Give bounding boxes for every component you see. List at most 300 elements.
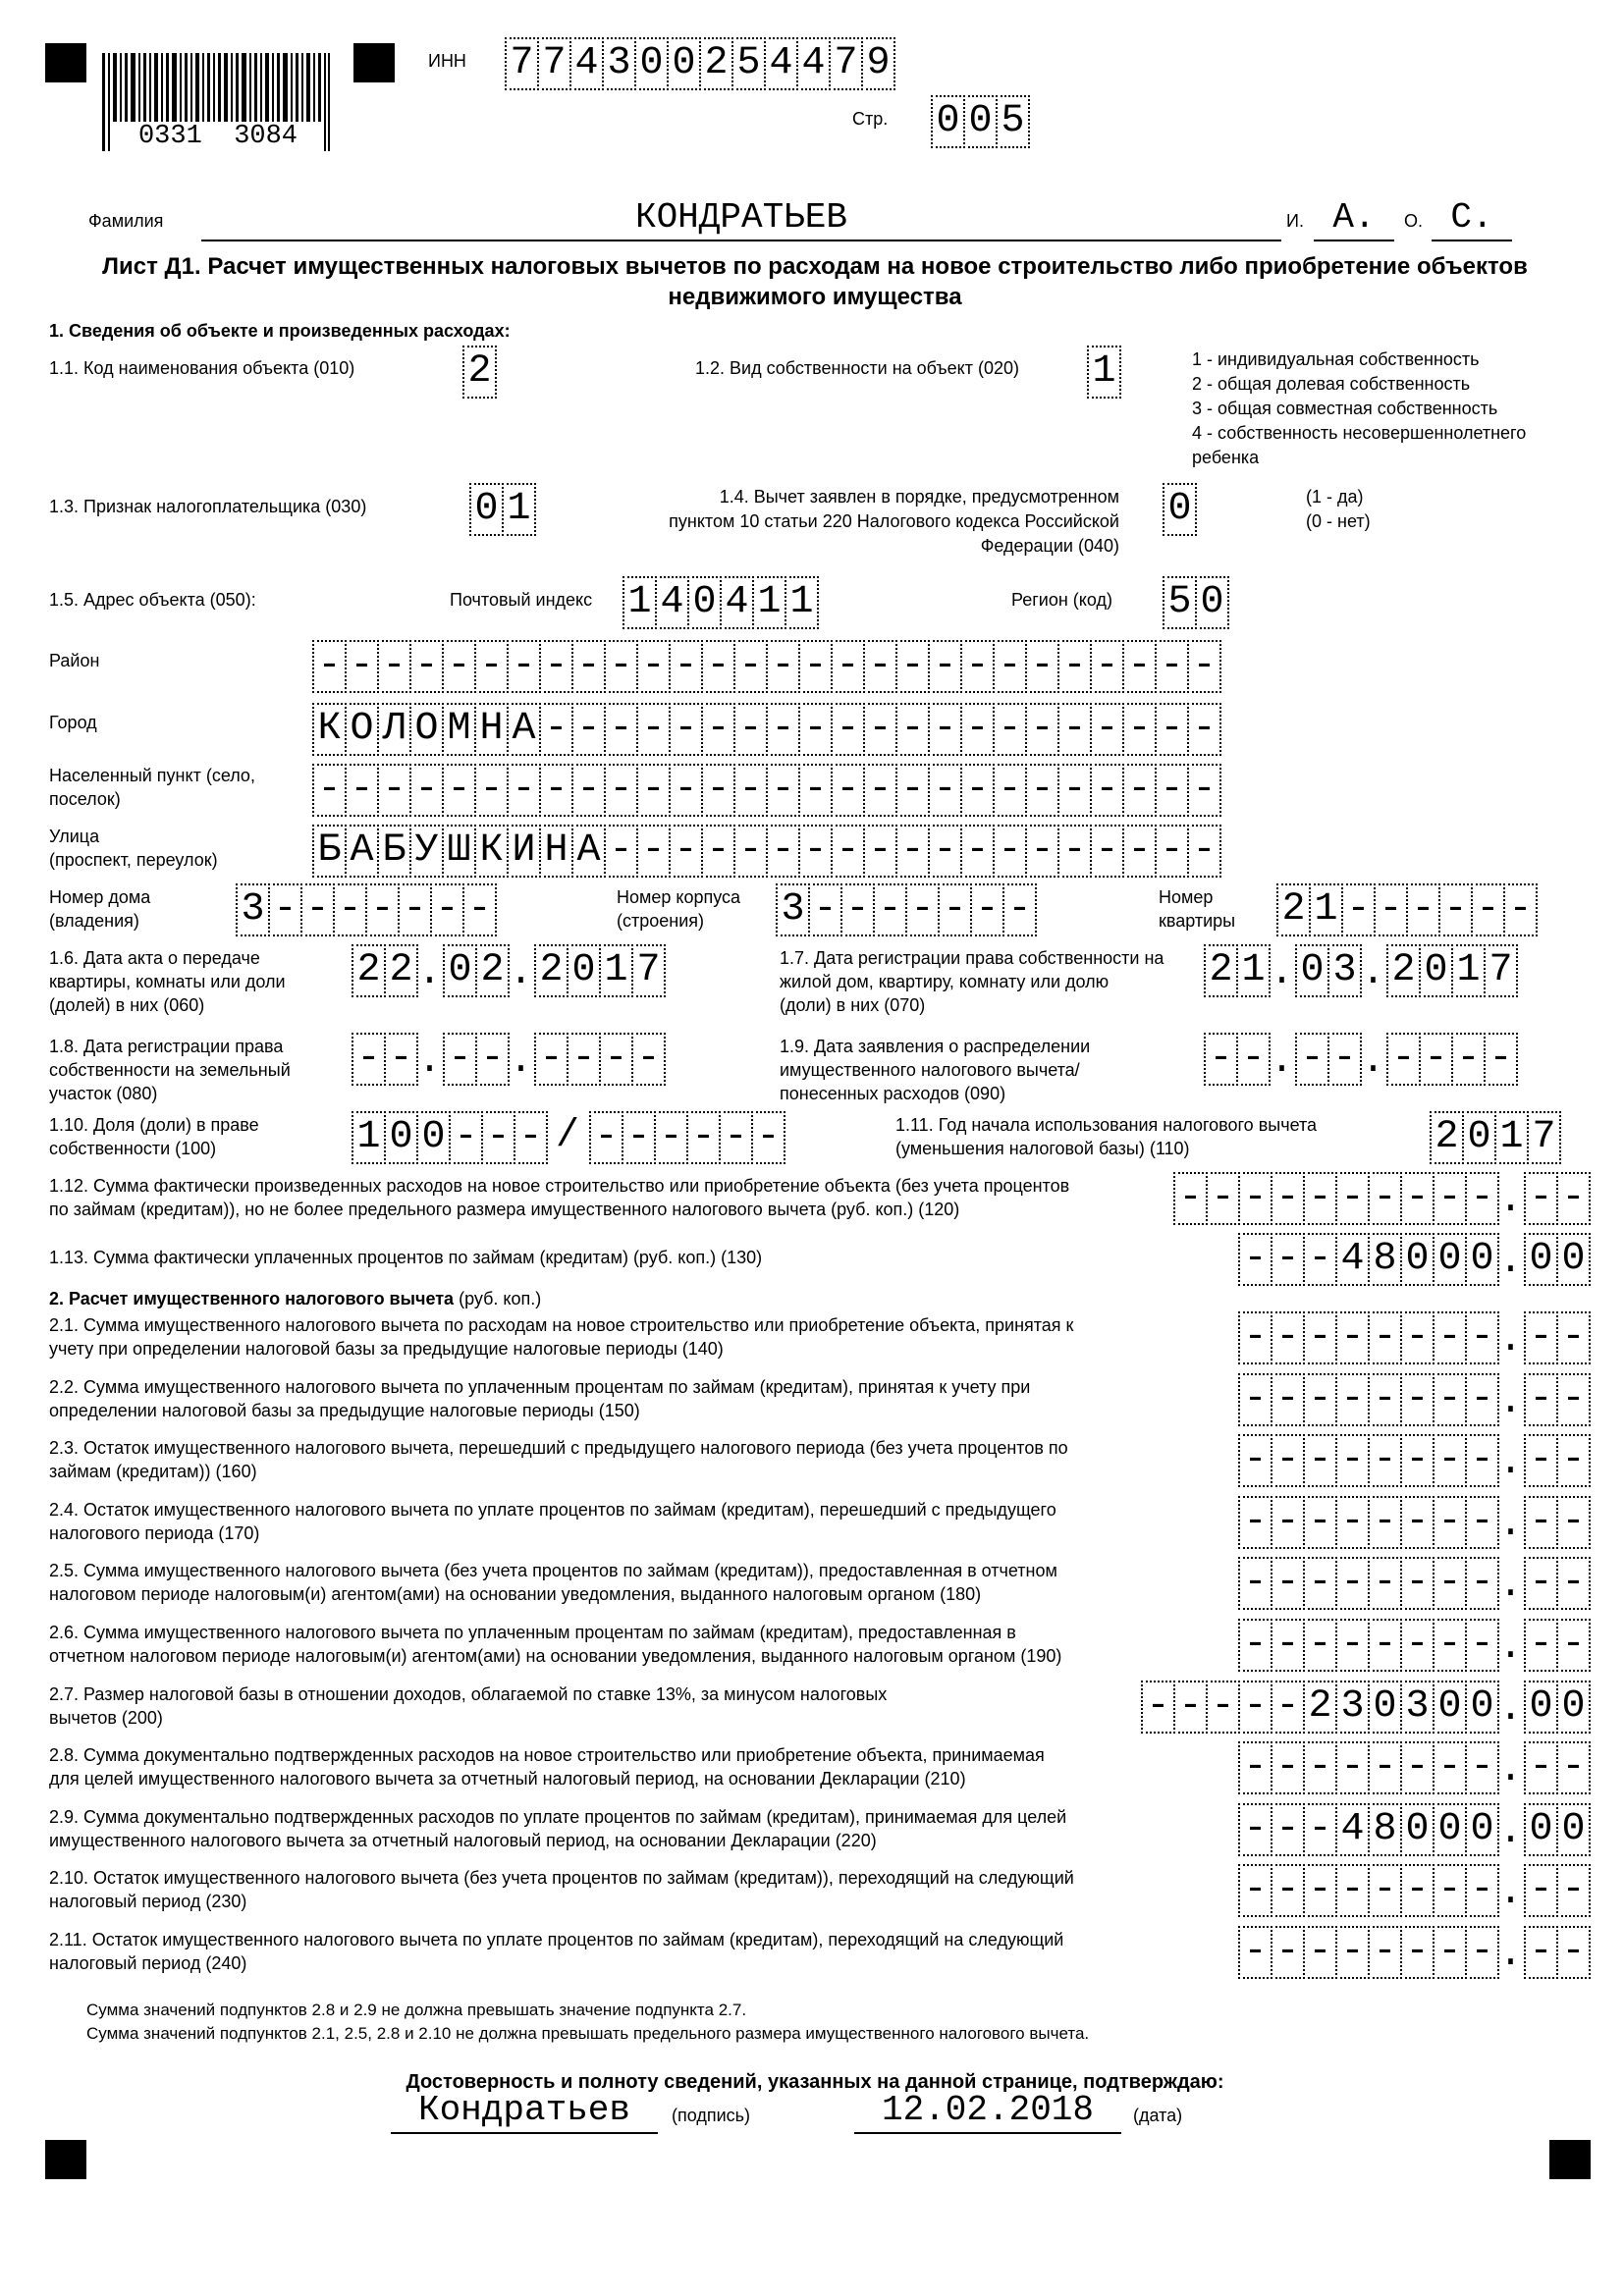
section2-row-amount[interactable]: [1238, 1496, 1589, 1547]
field-1-8-label-line-1: 1.8. Дата регистрации права: [49, 1037, 284, 1056]
section2-row-amount-rub-cell: -: [1368, 1373, 1402, 1426]
street-field-cell: Б: [312, 825, 347, 878]
section2-row-amount-kop-cell: 0: [1556, 1681, 1591, 1734]
field-1-10-share-numerator-cell: 1: [352, 1111, 386, 1164]
field-1-10-share[interactable]: [352, 1111, 784, 1162]
section2-row-label: [49, 1559, 1159, 1606]
field-1-12-expenses-amount-kop-cell: -: [1556, 1172, 1591, 1225]
field-1-11-label-line-2: (уменьшения налоговой базы) (110): [895, 1139, 1190, 1158]
district-field-cell: -: [636, 640, 671, 693]
date-dot: .: [509, 951, 533, 995]
postal-index-field-cell: 1: [785, 576, 819, 629]
section2-row-amount-rub-cell: -: [1335, 1311, 1370, 1364]
street-field-cell: -: [928, 825, 962, 878]
field-1-7-label-line-1: 1.7. Дата регистрации права собственности на: [780, 948, 1164, 968]
building-number-field-cell: 3: [776, 883, 810, 936]
section2-row-amount-rub-cell: -: [1335, 1741, 1370, 1794]
locality-field-cell: -: [1057, 764, 1092, 817]
district-field[interactable]: [312, 640, 1219, 691]
street-field-cell: -: [993, 825, 1027, 878]
section2-row-amount-rub-cell: 3: [1335, 1681, 1370, 1734]
section2-row-amount-rub-cell: -: [1335, 1557, 1370, 1610]
city-field-cell: -: [766, 703, 800, 756]
street-field-cell: -: [604, 825, 638, 878]
section2-row-label: [49, 1436, 1159, 1483]
section2-row-amount-rub-cell: -: [1465, 1619, 1499, 1672]
field-1-10-label-line-1: 1.10. Доля (доли) в праве: [49, 1115, 259, 1135]
money-dot: .: [1498, 1318, 1523, 1362]
district-field-cell: -: [604, 640, 638, 693]
barcode-number: 0331 3084: [120, 122, 316, 151]
field-1-10-share-numerator-cell: -: [514, 1111, 548, 1164]
postal-index-label: Почтовый индекс: [450, 590, 593, 610]
field-1-7-ownership-registration-date-year-cell: 7: [1484, 944, 1518, 997]
section2-row-label-line: 2.1. Сумма имущественного налогового вычета по расходам на новое строительство или приобретение объекта, принятая к: [49, 1315, 1074, 1335]
city-field-cell: -: [928, 703, 962, 756]
date-dot: .: [1361, 1040, 1385, 1084]
note-1: Сумма значений подпунктов 2.8 и 2.9 не должна превышать значение подпункта 2.7.: [86, 2001, 747, 2019]
field-1-5-label: 1.5. Адрес объекта (050):: [49, 590, 256, 610]
district-field-cell: -: [1155, 640, 1189, 693]
section2-row-amount-rub-cell: -: [1335, 1619, 1370, 1672]
field-1-7-label-line-2: жилой дом, квартиру, комнату или долю: [780, 972, 1110, 991]
section2-row-amount-rub-cell: -: [1271, 1434, 1305, 1487]
section2-row-label: [49, 1621, 1159, 1668]
street-field-cell: А: [571, 825, 606, 878]
section2-row-amount-rub-cell: 0: [1465, 1803, 1499, 1856]
section2-row-amount-rub-cell: -: [1271, 1803, 1305, 1856]
field-1-9-label-line-1: 1.9. Дата заявления о распределении: [780, 1037, 1091, 1056]
street-field-cell: -: [733, 825, 768, 878]
locality-field-cell: -: [345, 764, 379, 817]
field-1-11-label-line-1: 1.11. Год начала использования налогового вычета: [895, 1115, 1318, 1135]
city-label: Город: [49, 713, 97, 732]
locality-label: [49, 764, 255, 811]
district-field-cell: -: [1090, 640, 1124, 693]
section2-row-amount-kop-cell: -: [1556, 1557, 1591, 1610]
flat-number-field-cell: 2: [1276, 883, 1311, 936]
section2-row-amount-rub-cell: -: [1400, 1434, 1435, 1487]
street-field-cell: У: [409, 825, 444, 878]
field-1-12-expenses-amount-rub-cell: -: [1303, 1172, 1337, 1225]
flat-number-field[interactable]: [1276, 883, 1536, 934]
locality-label-line-2: поселок): [49, 789, 121, 809]
field-1-1-label: 1.1. Код наименования объекта (010): [49, 358, 355, 378]
field-1-12-expenses-amount-kop-cell: -: [1524, 1172, 1558, 1225]
locality-field-cell: -: [377, 764, 411, 817]
section2-row-amount-rub-cell: -: [1271, 1557, 1305, 1610]
district-field-cell: -: [993, 640, 1027, 693]
section2-row-amount[interactable]: [1238, 1373, 1589, 1424]
flat-number-field-cell: -: [1341, 883, 1376, 936]
house-number-field-cell: -: [268, 883, 302, 936]
sheet-title-line-2: недвижимого имущества: [668, 284, 962, 310]
district-field-cell: -: [409, 640, 444, 693]
section2-row-amount-rub-cell: -: [1465, 1557, 1499, 1610]
locality-field-cell: -: [1155, 764, 1189, 817]
page-number-field[interactable]: [931, 95, 1028, 146]
section2-row-label-line: вычетов (200): [49, 1708, 163, 1728]
locality-field-cell: -: [474, 764, 509, 817]
district-field-cell: -: [539, 640, 573, 693]
field-1-12-expenses-amount[interactable]: [1173, 1172, 1589, 1223]
field-1-2-ownership-type[interactable]: [1087, 346, 1119, 397]
money-dot: .: [1498, 1687, 1523, 1732]
flat-label-line-2: квартиры: [1159, 911, 1236, 931]
city-field-cell: -: [539, 703, 573, 756]
locality-field[interactable]: [312, 764, 1219, 815]
field-1-10-share-denominator-cell: -: [686, 1111, 721, 1164]
street-field-cell: К: [474, 825, 509, 878]
district-field-cell: -: [960, 640, 995, 693]
field-1-4-deduction-order[interactable]: [1163, 483, 1195, 534]
inn-field[interactable]: [505, 37, 893, 88]
signature-label: (подпись): [672, 2106, 751, 2125]
ownership-option-3: 3 - общая совместная собственность: [1192, 399, 1498, 418]
field-1-12-expenses-amount-rub-cell: -: [1271, 1172, 1305, 1225]
money-dot: .: [1498, 1441, 1523, 1485]
house-number-field-cell: -: [430, 883, 464, 936]
flat-label: [1159, 885, 1235, 933]
street-field-cell: Ш: [442, 825, 476, 878]
region-code-field-cell: 0: [1195, 576, 1229, 629]
field-1-8-land-registration-date-month-cell: -: [475, 1033, 510, 1086]
city-field-cell: -: [1155, 703, 1189, 756]
section2-row-amount-kop-cell: -: [1524, 1557, 1558, 1610]
inn-field-cell: 4: [569, 37, 604, 90]
field-1-13-interest-amount-rub-cell: 0: [1465, 1233, 1499, 1286]
section2-row-amount-rub-cell: -: [1141, 1681, 1175, 1734]
section2-row-amount[interactable]: [1238, 1311, 1589, 1362]
field-1-10-share-numerator-cell: 0: [384, 1111, 418, 1164]
locality-field-cell: -: [928, 764, 962, 817]
building-number-field[interactable]: [776, 883, 1035, 934]
street-field-cell: -: [1122, 825, 1157, 878]
section2-row-amount[interactable]: [1238, 1864, 1589, 1915]
building-number-field-cell: -: [840, 883, 875, 936]
field-1-9-application-date-month-cell: -: [1327, 1033, 1362, 1086]
surname-value[interactable]: КОНДРАТЬЕВ: [201, 196, 1281, 241]
city-field-cell: -: [669, 703, 703, 756]
section2-row-amount-rub-cell: -: [1465, 1864, 1499, 1917]
field-1-8-land-registration-date-year-cell: -: [631, 1033, 666, 1086]
field-1-12-label-line-2: по займам (кредитам)), но не более предельного размера имущественного налогового вычета (руб. коп.) (120): [49, 1200, 960, 1219]
field-1-8-land-registration-date-day-cell: -: [352, 1033, 386, 1086]
house-number-field-cell: 3: [236, 883, 270, 936]
street-field-cell: -: [831, 825, 865, 878]
field-1-11-label: [895, 1113, 1317, 1160]
postal-index-field-cell: 1: [623, 576, 657, 629]
section2-row-amount-rub-cell: -: [1173, 1681, 1208, 1734]
city-field-cell: К: [312, 703, 347, 756]
section2-row-label-line: 2.11. Остаток имущественного налогового вычета по уплате процентов по займам (кредитам), переходящий на следующий: [49, 1930, 1064, 1949]
section2-row-amount-kop-cell: -: [1524, 1926, 1558, 1979]
section2-row-amount-rub-cell: -: [1368, 1496, 1402, 1549]
signature-value[interactable]: Кондратьев: [391, 2089, 658, 2134]
money-dot: .: [1498, 1503, 1523, 1547]
date-value[interactable]: 12.02.2018: [854, 2089, 1121, 2134]
section2-row-label-line: налоговый период (240): [49, 1953, 247, 1973]
field-1-2-label: 1.2. Вид собственности на объект (020): [695, 358, 1019, 378]
street-field-cell: Б: [377, 825, 411, 878]
corner-marker-bottom-left: [45, 2140, 86, 2179]
section2-row-label-line: отчетном налоговом периоде налоговым(и) агентом(ами) на основании уведомления, выданного налоговым органом (190): [49, 1646, 1062, 1666]
city-field-cell: А: [507, 703, 541, 756]
section2-row-amount-rub-cell: -: [1271, 1741, 1305, 1794]
section2-row-amount-rub-cell: -: [1433, 1864, 1467, 1917]
section2-row-label-line: налоговом периоде налоговым(и) агентом(ами) на основании уведомления, выданного налоговым органом (180): [49, 1584, 982, 1604]
page-number-field-cell: 5: [996, 95, 1030, 148]
field-1-7-label: [780, 946, 1164, 1017]
street-field-cell: -: [895, 825, 930, 878]
house-label: [49, 885, 150, 933]
postal-index-field[interactable]: [623, 576, 817, 627]
section2-row-label-line: имущественного налогового вычета за отчетный налоговый период, на основании Декларации (220): [49, 1831, 877, 1850]
district-field-cell: -: [1187, 640, 1221, 693]
section2-row-amount-rub-cell: -: [1335, 1864, 1370, 1917]
field-1-6-transfer-act-date-year-cell: 7: [631, 944, 666, 997]
corner-marker-bottom-right: [1549, 2140, 1591, 2179]
section2-row-amount-rub-cell: -: [1238, 1557, 1272, 1610]
section2-row-amount-rub-cell: -: [1465, 1434, 1499, 1487]
section2-row-amount-rub-cell: 4: [1335, 1803, 1370, 1856]
street-field[interactable]: [312, 825, 1219, 876]
section2-row-amount-rub-cell: -: [1368, 1864, 1402, 1917]
sheet-title: [39, 251, 1591, 312]
district-field-cell: -: [442, 640, 476, 693]
section2-row-amount-rub-cell: -: [1303, 1741, 1337, 1794]
field-1-9-label: [780, 1035, 1090, 1105]
city-field-cell: -: [1025, 703, 1059, 756]
confirmation-text: Достоверность и полноту сведений, указанных на данной странице, подтверждаю:: [406, 2071, 1224, 2093]
section2-row-amount-rub-cell: -: [1400, 1373, 1435, 1426]
field-1-12-expenses-amount-rub-cell: -: [1173, 1172, 1208, 1225]
field-1-8-label: [49, 1035, 291, 1105]
house-number-field-cell: -: [398, 883, 432, 936]
section2-row-amount-rub-cell: -: [1400, 1311, 1435, 1364]
field-1-8-land-registration-date-year-cell: -: [567, 1033, 601, 1086]
section2-row-amount-rub-cell: -: [1465, 1926, 1499, 1979]
initial-patronymic-value[interactable]: С.: [1432, 196, 1512, 241]
district-field-cell: -: [312, 640, 347, 693]
section2-row-amount[interactable]: [1238, 1741, 1589, 1792]
section2-row-amount[interactable]: [1238, 1926, 1589, 1977]
house-number-field[interactable]: [236, 883, 495, 934]
locality-label-line-1: Населенный пункт (село,: [49, 766, 255, 785]
initial-name-label: И.: [1286, 211, 1304, 231]
section2-row-label-line: для целей имущественного налогового вычета за отчетный налоговый период, на основании Декларации (210): [49, 1769, 966, 1789]
section2-row-amount-rub-cell: -: [1368, 1557, 1402, 1610]
flat-number-field-cell: 1: [1309, 883, 1343, 936]
region-code-field-cell: 5: [1163, 576, 1197, 629]
section2-row-amount-rub-cell: -: [1368, 1311, 1402, 1364]
street-field-cell: -: [1155, 825, 1189, 878]
date-dot: .: [509, 1040, 533, 1084]
section2-heading-text: 2. Расчет имущественного налогового вычета: [49, 1289, 455, 1308]
field-1-8-land-registration-date[interactable]: [352, 1033, 664, 1084]
building-number-field-cell: -: [1002, 883, 1037, 936]
inn-field-cell: 4: [764, 37, 798, 90]
field-1-12-expenses-amount-rub-cell: -: [1465, 1172, 1499, 1225]
building-number-field-cell: -: [938, 883, 972, 936]
district-field-cell: -: [928, 640, 962, 693]
section2-row-amount[interactable]: [1238, 1557, 1589, 1608]
section2-row-amount-kop-cell: -: [1524, 1434, 1558, 1487]
field-1-11-start-year[interactable]: [1430, 1111, 1559, 1162]
section2-row-amount-kop-cell: -: [1556, 1496, 1591, 1549]
section2-row-amount-rub-cell: -: [1400, 1864, 1435, 1917]
city-field[interactable]: [312, 703, 1219, 754]
section2-row-amount-kop-cell: -: [1524, 1311, 1558, 1364]
section2-row-label-line: 2.10. Остаток имущественного налогового вычета (без учета процентов по займам (кредитам)), переходящий на следующий: [49, 1868, 1074, 1888]
section2-row-amount-rub-cell: -: [1271, 1864, 1305, 1917]
field-1-12-expenses-amount-rub-cell: -: [1238, 1172, 1272, 1225]
inn-field-cell: 5: [731, 37, 766, 90]
section2-row-amount[interactable]: [1238, 1803, 1589, 1854]
region-code-field[interactable]: [1163, 576, 1227, 627]
corner-marker-top-left: [45, 43, 86, 82]
field-1-11-start-year-cell: 1: [1494, 1111, 1529, 1164]
section2-row-amount-rub-cell: -: [1400, 1619, 1435, 1672]
field-1-8-label-line-2: собственности на земельный: [49, 1060, 291, 1080]
field-1-9-application-date[interactable]: [1204, 1033, 1516, 1084]
building-number-field-cell: -: [970, 883, 1004, 936]
field-1-6-transfer-act-date-month-cell: 2: [475, 944, 510, 997]
locality-field-cell: -: [701, 764, 735, 817]
city-field-cell: -: [798, 703, 833, 756]
field-1-6-transfer-act-date-day-cell: 2: [384, 944, 418, 997]
field-1-9-label-line-3: понесенных расходов (090): [780, 1084, 1006, 1103]
date-label: (дата): [1133, 2106, 1183, 2125]
street-field-cell: Н: [539, 825, 573, 878]
street-field-cell: -: [1090, 825, 1124, 878]
section2-row-amount-rub-cell: -: [1465, 1741, 1499, 1794]
section2-heading: [49, 1288, 541, 1310]
field-1-6-label-line-3: (долей) в них (060): [49, 995, 205, 1015]
corner-marker-top-right: [353, 43, 395, 82]
section2-row-amount-rub-cell: -: [1303, 1557, 1337, 1610]
field-1-4-label-line-1: 1.4. Вычет заявлен в порядке, предусмотренном: [719, 487, 1119, 507]
building-number-field-cell: -: [873, 883, 907, 936]
field-1-9-application-date-day-cell: -: [1204, 1033, 1238, 1086]
field-1-1-object-code[interactable]: [462, 346, 495, 397]
section2-row-amount-rub-cell: 8: [1368, 1803, 1402, 1856]
city-field-cell: -: [604, 703, 638, 756]
section2-row-amount-rub-cell: -: [1238, 1741, 1272, 1794]
section2-row-amount-rub-cell: -: [1303, 1496, 1337, 1549]
field-1-13-interest-amount-rub-cell: -: [1303, 1233, 1337, 1286]
initial-name-value[interactable]: А.: [1314, 196, 1394, 241]
district-field-cell: -: [863, 640, 897, 693]
field-1-8-land-registration-date-year-cell: -: [534, 1033, 568, 1086]
field-1-9-label-line-2: имущественного налогового вычета/: [780, 1060, 1080, 1080]
field-1-10-share-denominator-cell: -: [751, 1111, 785, 1164]
ownership-options: [1192, 347, 1526, 470]
field-1-7-ownership-registration-date[interactable]: [1204, 944, 1516, 995]
section2-row-label-line: 2.3. Остаток имущественного налогового вычета, перешедший с предыдущего налогового периода (без учета процентов по: [49, 1438, 1068, 1458]
locality-field-cell: -: [442, 764, 476, 817]
section2-row-label: [49, 1743, 1159, 1790]
money-dot: .: [1498, 1871, 1523, 1915]
field-1-7-ownership-registration-date-year-cell: 1: [1451, 944, 1486, 997]
locality-field-cell: -: [733, 764, 768, 817]
field-1-3-taxpayer-sign[interactable]: [469, 483, 534, 534]
field-1-12-expenses-amount-rub-cell: -: [1335, 1172, 1370, 1225]
section2-row-amount-rub-cell: -: [1238, 1926, 1272, 1979]
building-number-field-cell: -: [905, 883, 940, 936]
field-1-9-application-date-year-cell: -: [1419, 1033, 1453, 1086]
street-field-cell: -: [701, 825, 735, 878]
house-label-line-1: Номер дома: [49, 887, 151, 907]
date-dot: .: [1361, 951, 1385, 995]
street-field-cell: А: [345, 825, 379, 878]
section2-row-amount-rub-cell: -: [1433, 1496, 1467, 1549]
section2-row-amount-rub-cell: -: [1271, 1681, 1305, 1734]
money-dot: .: [1498, 1564, 1523, 1608]
street-field-cell: И: [507, 825, 541, 878]
city-field-cell: -: [1122, 703, 1157, 756]
street-field-cell: -: [1057, 825, 1092, 878]
barcode: [102, 53, 330, 151]
section2-row-amount[interactable]: [1141, 1681, 1589, 1732]
locality-field-cell: -: [993, 764, 1027, 817]
section2-row-amount-rub-cell: -: [1303, 1373, 1337, 1426]
section2-row-amount-rub-cell: -: [1238, 1619, 1272, 1672]
field-1-10-share-numerator-cell: -: [481, 1111, 515, 1164]
field-1-8-label-line-3: участок (080): [49, 1084, 158, 1103]
section2-row-label-line: 2.4. Остаток имущественного налогового вычета по уплате процентов по займам (кредитам), перешедший с предыдущего: [49, 1500, 1056, 1520]
sheet-title-line-1: Лист Д1. Расчет имущественных налоговых вычетов по расходам на новое строительство либо приобретение объектов: [102, 253, 1528, 280]
street-field-cell: -: [766, 825, 800, 878]
street-field-cell: -: [636, 825, 671, 878]
field-1-13-interest-amount-kop-cell: 0: [1524, 1233, 1558, 1286]
region-code-label: Регион (код): [1011, 590, 1112, 610]
house-number-field-cell: -: [300, 883, 335, 936]
page-number-field-cell: 0: [931, 95, 965, 148]
money-dot: .: [1498, 1933, 1523, 1977]
inn-field-cell: 0: [634, 37, 669, 90]
field-1-12-expenses-amount-rub-cell: -: [1206, 1172, 1240, 1225]
section2-row-amount[interactable]: [1238, 1619, 1589, 1670]
section2-row-label-line: 2.7. Размер налоговой базы в отношении доходов, облагаемой по ставке 13%, за минусом налоговых: [49, 1684, 888, 1704]
field-1-7-ownership-registration-date-day-cell: 2: [1204, 944, 1238, 997]
section2-row-amount[interactable]: [1238, 1434, 1589, 1485]
section2-row-amount-rub-cell: -: [1271, 1373, 1305, 1426]
locality-field-cell: -: [1187, 764, 1221, 817]
locality-field-cell: -: [636, 764, 671, 817]
district-field-cell: -: [507, 640, 541, 693]
section2-row-amount-rub-cell: -: [1303, 1803, 1337, 1856]
field-1-13-interest-amount[interactable]: [1238, 1233, 1589, 1284]
ownership-option-4: 4 - собственность несовершеннолетнего: [1192, 423, 1527, 443]
section2-row-label-line: 2.9. Сумма документально подтвержденных расходов по уплате процентов по займам (кредитам), принимаемая для целей: [49, 1807, 1067, 1827]
section2-row-amount-rub-cell: 0: [1433, 1803, 1467, 1856]
city-field-cell: -: [831, 703, 865, 756]
section2-row-amount-rub-cell: -: [1433, 1619, 1467, 1672]
district-field-cell: -: [831, 640, 865, 693]
field-1-10-share-denominator-cell: -: [622, 1111, 656, 1164]
street-label-line-2: (проспект, переулок): [49, 850, 218, 870]
locality-field-cell: -: [1025, 764, 1059, 817]
field-1-10-share-denominator-cell: -: [719, 1111, 753, 1164]
section2-row-amount-kop-cell: -: [1524, 1496, 1558, 1549]
field-1-6-transfer-act-date[interactable]: [352, 944, 664, 995]
house-label-line-2: (владения): [49, 911, 139, 931]
share-slash: /: [555, 1114, 579, 1158]
district-field-cell: -: [1057, 640, 1092, 693]
section2-row-label-line: 2.6. Сумма имущественного налогового вычета по уплаченным процентам по займам (кредитам), предоставленная в: [49, 1623, 1016, 1642]
section2-row-amount-rub-cell: -: [1271, 1926, 1305, 1979]
